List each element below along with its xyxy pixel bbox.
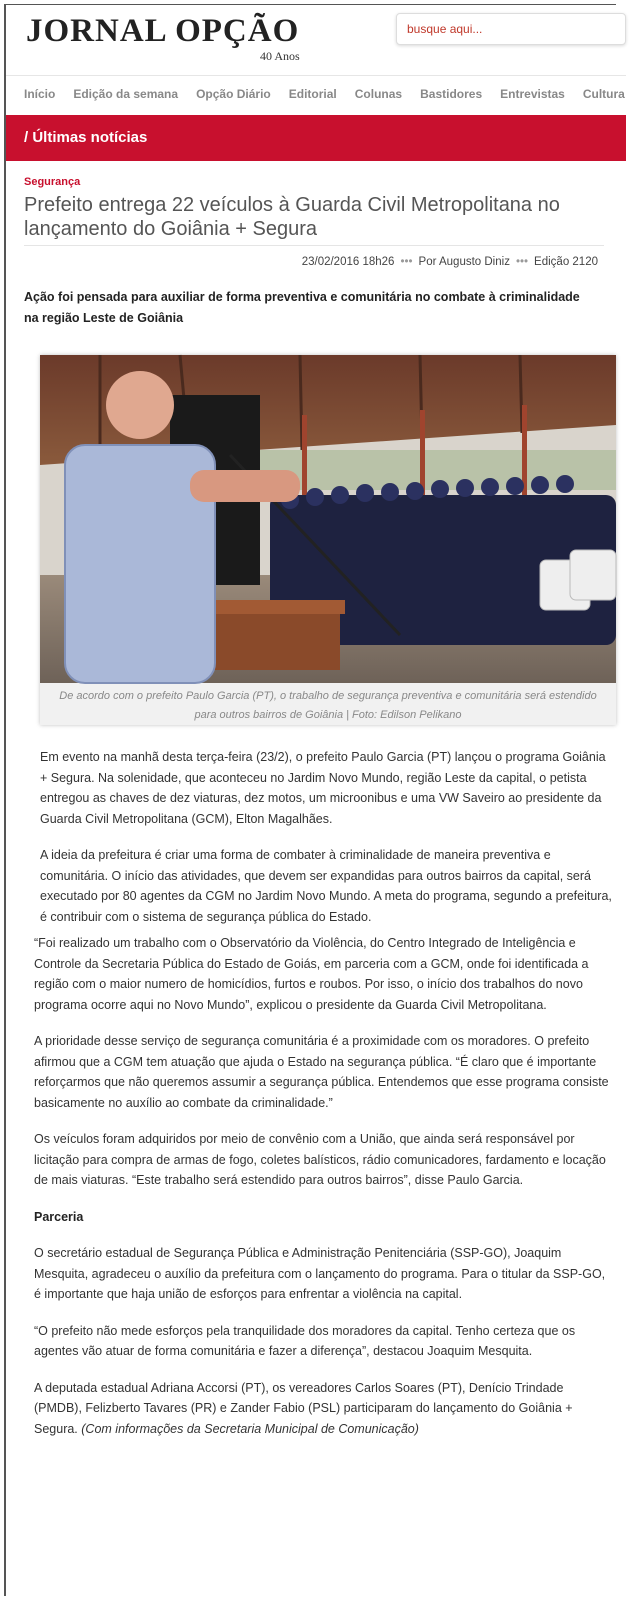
paragraph: “Foi realizado um trabalho com o Observatório da Violência, do Centro Integrado de Inteligência e Controle da Secretaria Pública do Estado de Goiás, em parceria com a GCM, onde foi identificada a região com o maior numero de homicídios, furtos e roubos. Por isso, o início dos trabalhos do novo programa ocorre aqui no Novo Mundo”, explicou o presidente da Guarda Civil Metropolitana. (34, 936, 589, 1012)
nav-item-editorial[interactable]: Editorial (288, 87, 337, 101)
article-title: Prefeito entrega 22 veículos à Guarda Civil Metropolitana no lançamento do Goiânia + Segura (24, 194, 560, 240)
main-nav (24, 87, 643, 107)
latest-news-bar (6, 115, 626, 161)
nav-item-inicio[interactable]: Início (24, 87, 56, 101)
photo-caption: De acordo com o prefeito Paulo Garcia (PT), o trabalho de segurança preventiva e comunitária será estendido para outros bairros de Goiânia | Foto: Edilson Pelikano (59, 690, 597, 721)
nav-item-cultura[interactable]: Cultura (582, 87, 625, 101)
paragraph-text: A deputada estadual Adriana Accorsi (PT), os vereadores Carlos Soares (PT), Denício Trindade (PMDB), Felizberto Tavares (PR) e Zander Fabio (PSL) participaram do lançamento do Goiânia + Segura. (34, 1380, 573, 1436)
nav-item-entrevistas[interactable]: Entrevistas (500, 87, 565, 101)
meta-separator-icon: ••• (400, 256, 413, 268)
nav-item-colunas[interactable]: Colunas (354, 87, 403, 101)
paragraph: Os veículos foram adquiridos por meio de convênio com a União, que ainda será responsável por licitação para compra de armas de fogo, coletes balísticos, rádio comunicadores, fardamento e locação de mais viaturas. “Este trabalho será estendido para outros bairros”, disse Paulo Garcia. (34, 1132, 606, 1187)
paragraph (24, 1378, 614, 1440)
section-subheading: Parceria (34, 1209, 84, 1224)
article-lead: Ação foi pensada para auxiliar de forma preventiva e comunitária no combate à criminalidade na região Leste de Goiânia (24, 290, 580, 325)
nav-item-edicao-da-semana[interactable]: Edição da semana (73, 87, 179, 101)
paragraph: O secretário estadual de Segurança Pública e Administração Penitenciária (SSP-GO), Joaquim Mesquita, agradeceu o auxílio da prefeitura com o lançamento do programa. Para o titular da SSP-GO, é importante que haja união de esforços para enfrentar a violência na capital. (34, 1246, 606, 1301)
nav-item-opcao-diario[interactable]: Opção Diário (196, 87, 271, 101)
title-divider (24, 245, 604, 246)
paragraph: “O prefeito não mede esforços pela tranquilidade dos moradores da capital. Tenho certeza que os agentes vão atuar de forma comunitária e fazer a diferença”, destacou Joaquim Mesquita. (34, 1323, 576, 1358)
article-photo (40, 355, 616, 683)
paragraph: A prioridade desse serviço de segurança comunitária é a proximidade com os moradores. O prefeito afirmou que a CGM tem atuação que ajuda o Estado na segurança pública. “É claro que é importante reforçarmos que não queremos assumir a segurança pública. Entendemos que esse programa consiste basicamente no auxílio ao combate da criminalidade.” (34, 1034, 609, 1110)
article-body (24, 747, 614, 1455)
article-category[interactable]: Segurança (24, 176, 81, 188)
article-meta (302, 256, 598, 268)
article-figure (40, 355, 616, 725)
page-frame (4, 4, 625, 1596)
paragraph: A ideia da prefeitura é criar uma forma de combater à criminalidade de maneira preventiva e comunitária. O início das atividades, que devem ser expandidas para outros bairros da capital, será executado por 80 agentes da CGM no Jardim Novo Mundo. A meta do programa, segundo a prefeitura, é contribuir com o sistema de segurança pública do Estado. (40, 848, 612, 924)
search-input[interactable] (396, 13, 626, 45)
paragraph: Em evento na manhã desta terça-feira (23/2), o prefeito Paulo Garcia (PT) lançou o programa Goiânia + Segura. Na solenidade, que aconteceu no Jardim Novo Mundo, região Leste da capital, o petista entregou as chaves de dez viaturas, dez motos, um microonibus e uma VW Saveiro ao presidente da Guarda Civil Metropolitana (GCM), Elton Magalhães. (40, 750, 606, 826)
logo-subtitle: 40 Anos (260, 49, 300, 63)
nav-item-bastidores[interactable]: Bastidores (420, 87, 483, 101)
meta-separator-icon: ••• (515, 256, 529, 268)
article-date: 23/02/2016 18h26 (301, 256, 395, 268)
latest-news-link[interactable]: / Últimas notícias (24, 129, 148, 146)
article-credit: (Com informações da Secretaria Municipal de Comunicação) (81, 1421, 419, 1436)
article-author[interactable]: Por Augusto Diniz (418, 256, 510, 268)
article-edition[interactable]: Edição 2120 (534, 256, 598, 268)
site-logo[interactable]: JORNAL OPÇÃO (26, 13, 300, 49)
nav-divider (6, 75, 626, 76)
